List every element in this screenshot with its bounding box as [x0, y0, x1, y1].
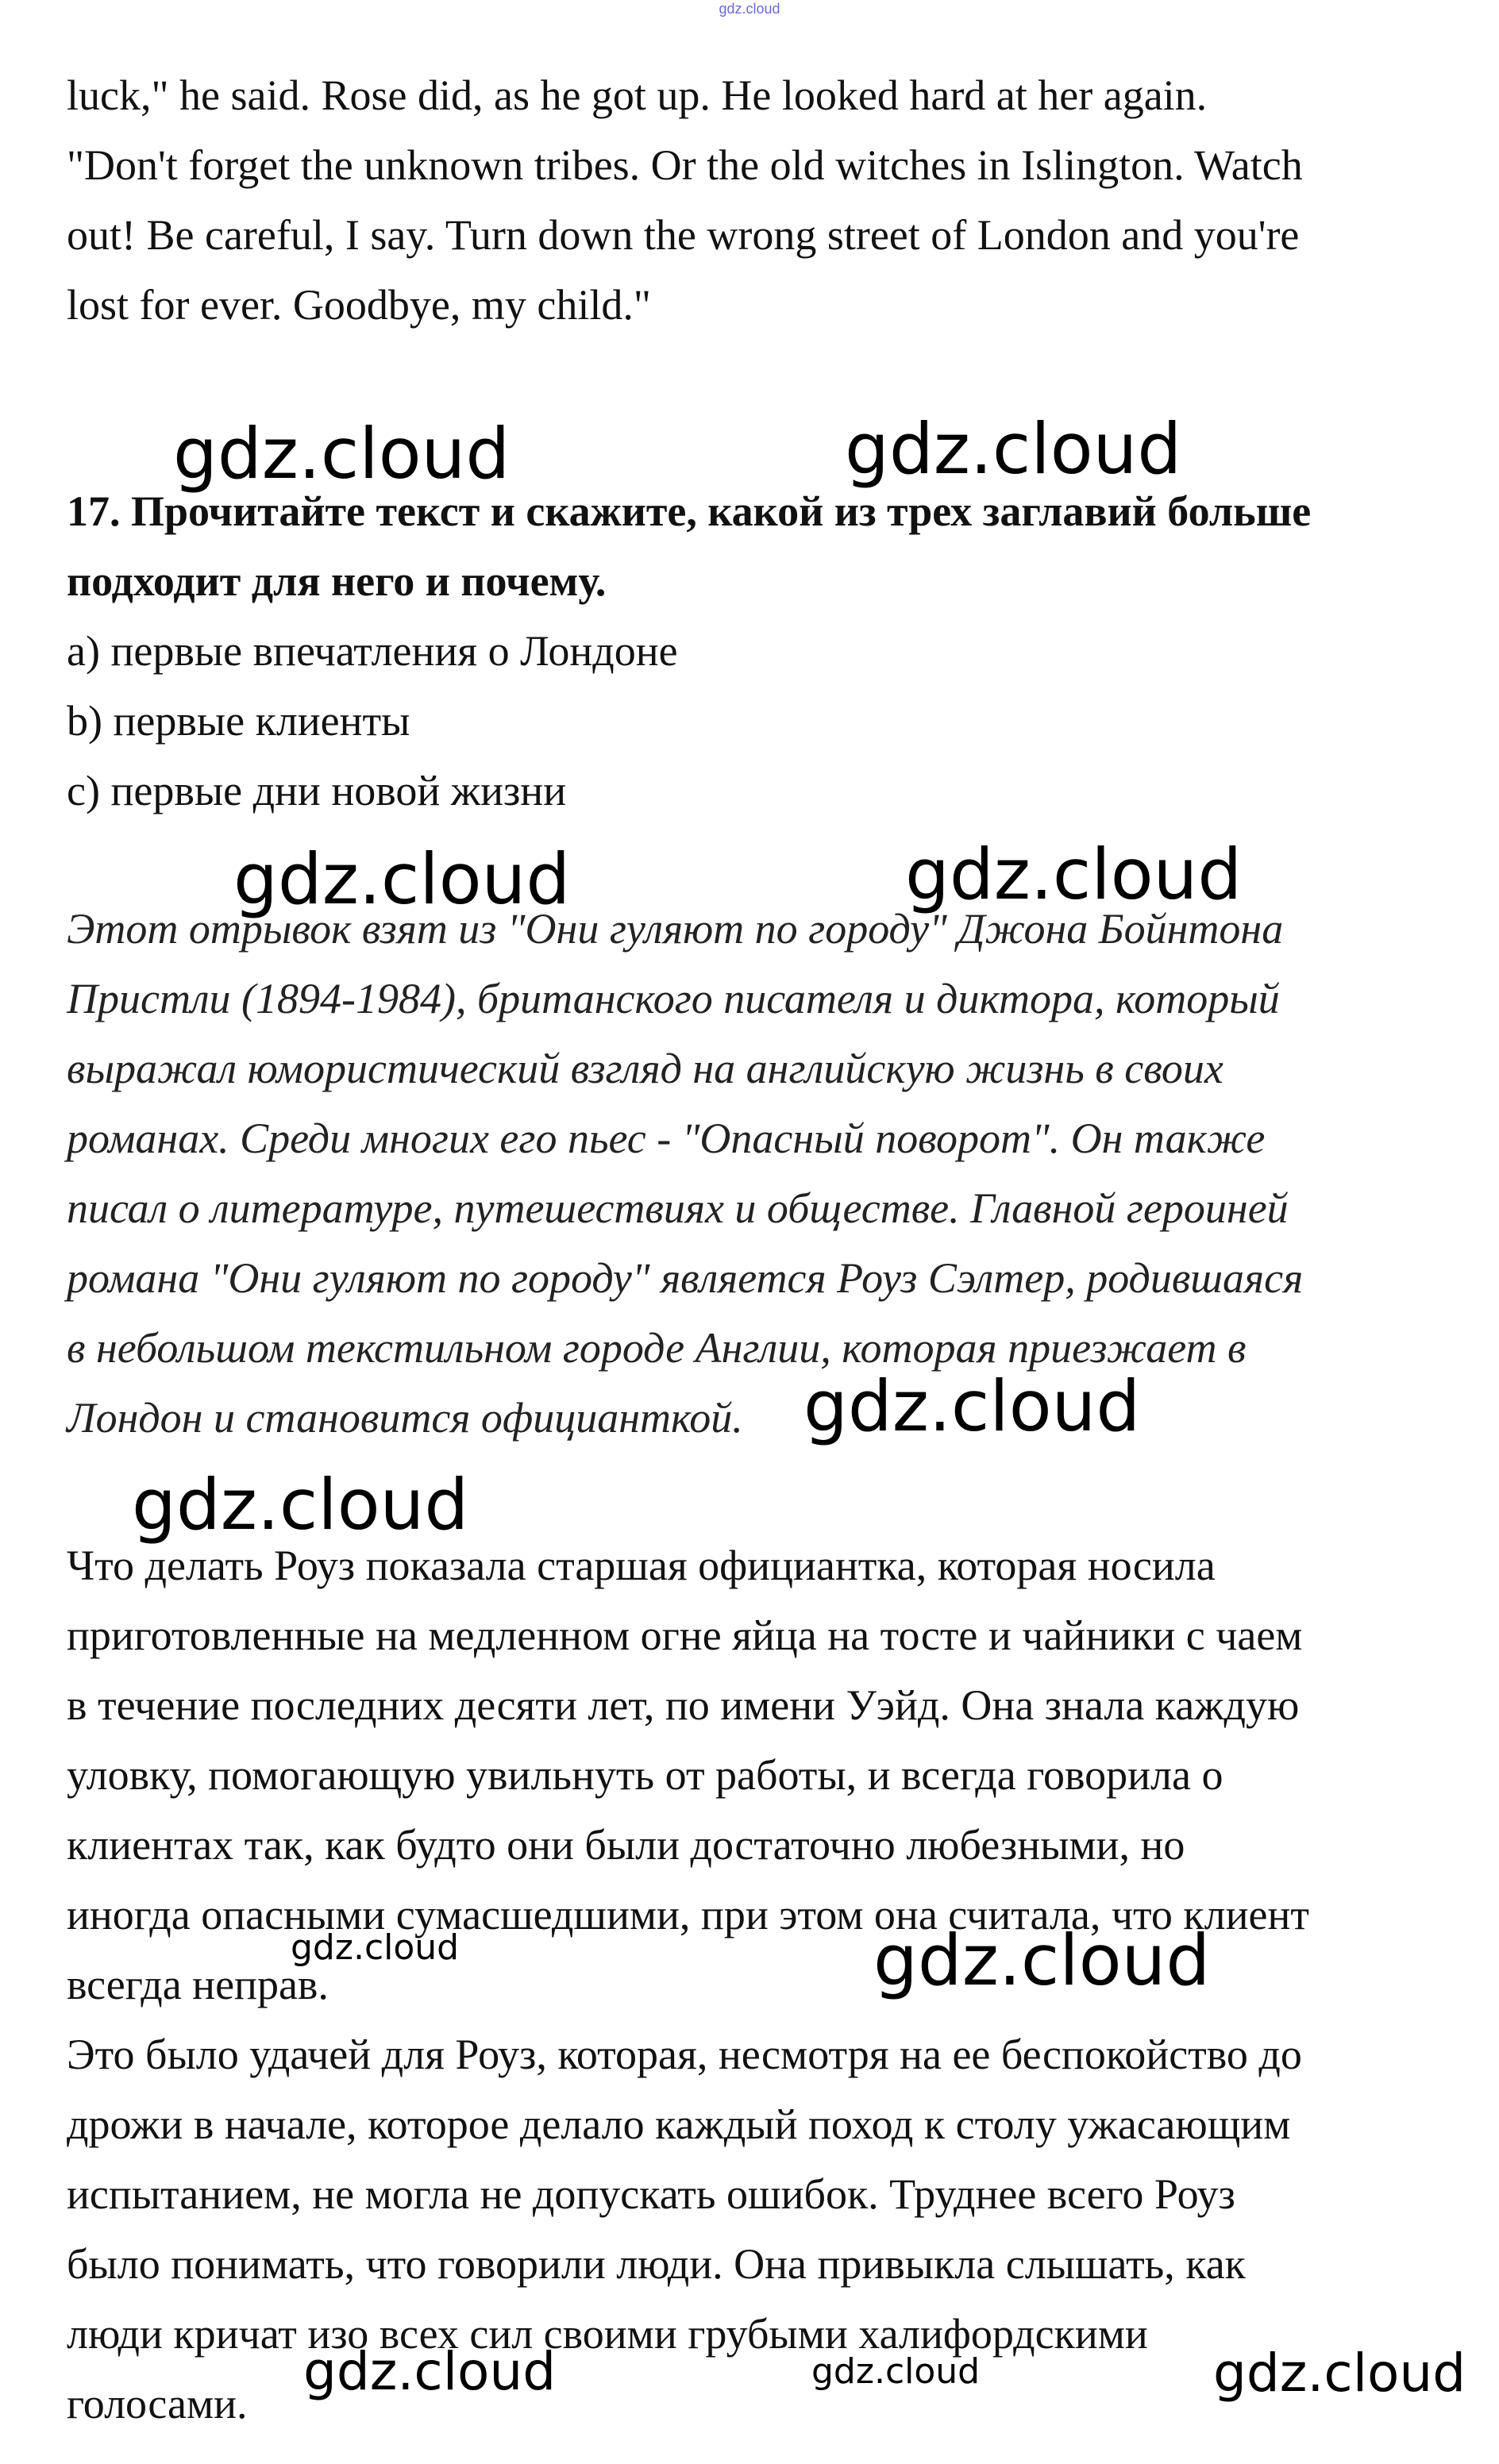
intro-line: Этот отрывок взят из "Они гуляют по городу" Джона Бойнтона: [67, 905, 1284, 953]
english-text-block: [67, 60, 1448, 340]
watermark: gdz.cloud: [291, 1927, 460, 1968]
paragraph-line: Что делать Роуз показала старшая официантка, которая носила: [67, 1542, 1216, 1589]
intro-line: в небольшом текстильном городе Англии, которая приезжает в: [67, 1324, 1247, 1372]
intro-line: романа "Они гуляют по городу" является Роуз Сэлтер, родившаяся: [67, 1254, 1304, 1302]
watermark: gdz.cloud: [873, 1919, 1211, 2001]
header-watermark: gdz.cloud: [719, 1, 780, 17]
watermark: gdz.cloud: [173, 413, 511, 495]
watermark: gdz.cloud: [905, 834, 1243, 915]
watermark: gdz.cloud: [803, 1365, 1141, 1447]
text-line: luck," he said. Rose did, as he got up. He looked hard at her again.: [67, 71, 1208, 119]
intro-line: Пристли (1894-1984), британского писателя и диктора, который: [67, 975, 1280, 1022]
paragraph-line: всегда неправ.: [67, 1961, 329, 2008]
watermark: gdz.cloud: [303, 2341, 557, 2402]
watermark: gdz.cloud: [1213, 2343, 1466, 2404]
paragraph-line: люди кричат изо всех сил своими грубыми халифордскими: [67, 2310, 1148, 2358]
paragraph-line: голосами.: [67, 2380, 248, 2427]
task-block: [67, 476, 1448, 826]
watermark: gdz.cloud: [132, 1464, 469, 1546]
watermark: gdz.cloud: [811, 2351, 981, 2392]
task-heading-line: подходит для него и почему.: [67, 557, 607, 605]
paragraph-line: иногда опасными сумасшедшими, при этом она считала, что клиент: [67, 1891, 1309, 1938]
intro-line: выражал юмористический взгляд на английскую жизнь в своих: [67, 1045, 1223, 1092]
intro-line: писал о литературе, путешествиях и обществе. Главной героиней: [67, 1184, 1289, 1232]
intro-italic-block: [67, 894, 1448, 1453]
paragraph-line: было понимать, что говорили люди. Она привыкла слышать, как: [67, 2240, 1246, 2288]
paragraph-line: испытанием, не могла не допускать ошибок. Труднее всего Роуз: [67, 2170, 1235, 2218]
task-heading-line: 17. Прочитайте текст и скажите, какой из трех заглавий больше: [67, 487, 1312, 535]
paragraph-line: дрожи в начале, которое делало каждый поход к столу ужасающим: [67, 2100, 1291, 2148]
watermark: gdz.cloud: [845, 408, 1182, 490]
task-option: c) первые дни новой жизни: [67, 767, 567, 814]
paragraph-1: [67, 1530, 1448, 2019]
text-line: lost for ever. Goodbye, my child.": [67, 281, 651, 329]
paragraph-line: клиентах так, как будто они были достаточно любезными, но: [67, 1821, 1185, 1869]
text-line: out! Be careful, I say. Turn down the wrong street of London and you're: [67, 211, 1300, 259]
paragraph-line: Это было удачей для Роуз, которая, несмотря на ее беспокойство до: [67, 2031, 1302, 2078]
watermark: gdz.cloud: [233, 838, 571, 920]
paragraph-line: приготовленные на медленном огне яйца на тосте и чайники с чаем: [67, 1611, 1303, 1659]
text-line: "Don't forget the unknown tribes. Or the old witches in Islington. Watch: [67, 141, 1303, 189]
intro-line: романах. Среди многих его пьес - "Опасный поворот". Он также: [67, 1115, 1266, 1162]
task-option: a) первые впечатления о Лондоне: [67, 627, 678, 675]
paragraph-line: уловку, помогающую увильнуть от работы, и всегда говорила о: [67, 1751, 1223, 1799]
paragraph-line: в течение последних десяти лет, по имени Уэйд. Она знала каждую: [67, 1681, 1300, 1729]
task-option: b) первые клиенты: [67, 697, 410, 745]
intro-line: Лондон и становится официанткой.: [67, 1394, 743, 1442]
